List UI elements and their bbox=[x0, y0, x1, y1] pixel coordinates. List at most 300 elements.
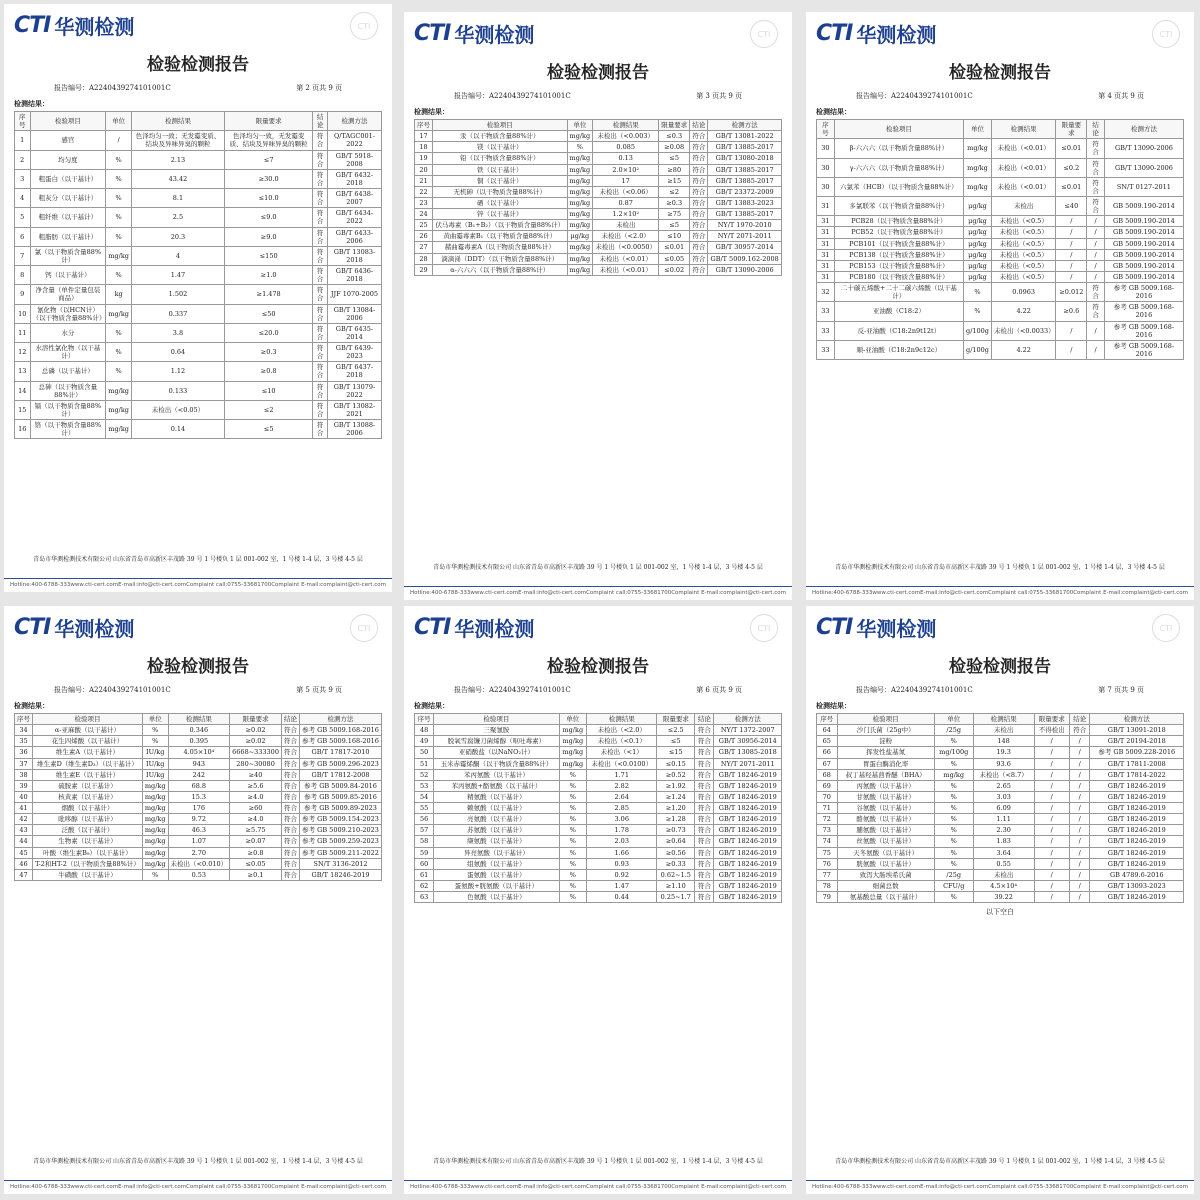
table-cell: PCB28（以干物质含量88%计） bbox=[834, 216, 963, 227]
column-header: 检测方法 bbox=[714, 714, 782, 725]
table-cell: 六氯苯（HCB）（以干物质含量88%计） bbox=[834, 177, 963, 196]
results-table bbox=[414, 119, 782, 276]
table-cell: 符合 bbox=[695, 803, 714, 814]
table-cell: 0.13 bbox=[593, 153, 659, 164]
page-title: 检验检测报告 bbox=[547, 63, 649, 83]
table-cell: 0.25~1.7 bbox=[657, 892, 695, 903]
table-cell: 41 bbox=[15, 803, 33, 814]
table-cell: 丝氨酸（以干基计） bbox=[837, 836, 934, 847]
table-cell: 参考 GB 5009.296-2023 bbox=[300, 758, 382, 769]
table-row bbox=[415, 747, 782, 758]
table-cell: / bbox=[1034, 780, 1069, 791]
table-cell: 61 bbox=[415, 869, 434, 880]
table-cell: % bbox=[934, 758, 973, 769]
table-cell: / bbox=[1056, 340, 1087, 359]
table-cell: % bbox=[934, 736, 973, 747]
logo-cn-text: 华测检测 bbox=[454, 22, 535, 47]
table-cell: / bbox=[1034, 847, 1069, 858]
table-cell: mg/kg bbox=[106, 400, 132, 419]
table-cell: mg/kg bbox=[567, 253, 593, 264]
table-cell: g/100g bbox=[964, 340, 992, 359]
table-cell: 0.87 bbox=[593, 197, 659, 208]
table-cell: 46.3 bbox=[168, 825, 230, 836]
logo-cn-text: 华测检测 bbox=[856, 616, 937, 641]
table-cell: 感官 bbox=[30, 131, 106, 150]
table-cell: / bbox=[1069, 825, 1090, 836]
table-row bbox=[817, 858, 1184, 869]
table-cell: / bbox=[1087, 260, 1105, 271]
table-row bbox=[415, 220, 782, 231]
cti-logo bbox=[14, 10, 382, 40]
email-link[interactable]: E-mail:info@cti-cert.com bbox=[920, 590, 989, 596]
table-cell: 沙门氏菌（25g中） bbox=[837, 725, 934, 736]
table-cell: 符合 bbox=[695, 825, 714, 836]
table-cell: 黄曲霉毒素B₁（以干物质含量88%计） bbox=[433, 231, 567, 242]
table-cell: ≥0.8 bbox=[224, 362, 312, 381]
table-cell: ≤0.01 bbox=[1056, 139, 1087, 158]
table-cell: 精氨酸（以干基计） bbox=[434, 791, 559, 802]
table-cell: ≥0.6 bbox=[1056, 302, 1087, 321]
table-cell: 4.22 bbox=[991, 302, 1055, 321]
table-cell: 0.64 bbox=[131, 343, 224, 362]
table-cell: 亚油酸（C18:2） bbox=[834, 302, 963, 321]
table-cell: ≥5.75 bbox=[230, 825, 282, 836]
results-table bbox=[14, 111, 382, 439]
complaint-email-link[interactable]: Complaint E-mail:complaint@cti-cert.com bbox=[271, 1184, 386, 1190]
table-cell: mg/100g bbox=[934, 747, 973, 758]
table-cell: 氨基酸总量（以干基计） bbox=[837, 892, 934, 903]
page-number: 第 4 页共 9 页 bbox=[1098, 92, 1144, 100]
table-cell: / bbox=[1087, 340, 1105, 359]
table-cell: 镁（以干基计） bbox=[433, 142, 567, 153]
table-cell: ≤10 bbox=[659, 231, 690, 242]
section-label: 检测结果： bbox=[14, 100, 49, 108]
table-cell: 未检出（<0.01） bbox=[991, 177, 1055, 196]
table-cell: GB/T 6432-2018 bbox=[327, 169, 381, 188]
table-cell: 23 bbox=[415, 197, 433, 208]
table-row bbox=[415, 836, 782, 847]
table-cell: GB/T 18246-2019 bbox=[714, 780, 782, 791]
table-row bbox=[15, 208, 382, 227]
table-cell: % bbox=[559, 780, 586, 791]
table-cell: 水分 bbox=[30, 323, 106, 342]
table-cell: /25g bbox=[934, 869, 973, 880]
results-table bbox=[414, 713, 782, 903]
table-row bbox=[817, 177, 1184, 196]
table-cell: 27 bbox=[415, 242, 433, 253]
table-cell: 0.44 bbox=[587, 892, 657, 903]
report-number: 报告编号：A2240439274101001C bbox=[54, 84, 171, 92]
table-cell: T-2和HT-2（以干物质含量88%计） bbox=[33, 858, 143, 869]
table-cell: 锌（以干基计） bbox=[433, 209, 567, 220]
table-cell: ≥1.478 bbox=[224, 285, 312, 304]
table-cell: mg/kg bbox=[567, 220, 593, 231]
table-cell: 符合 bbox=[695, 747, 714, 758]
table-cell: 31 bbox=[817, 260, 835, 271]
table-row bbox=[817, 892, 1184, 903]
column-header: 检测结果 bbox=[168, 714, 230, 725]
table-cell: GB/T 13883-2023 bbox=[708, 197, 782, 208]
table-cell: 21 bbox=[415, 175, 433, 186]
cti-logo bbox=[14, 612, 382, 642]
table-row bbox=[415, 253, 782, 264]
table-row bbox=[415, 142, 782, 153]
table-cell: GB/T 17811-2008 bbox=[1090, 758, 1184, 769]
section-label: 检测结果： bbox=[414, 702, 449, 710]
table-cell: mg/kg bbox=[142, 858, 168, 869]
table-cell: 镉（以干物质含量88%计） bbox=[30, 400, 106, 419]
table-cell: % bbox=[934, 814, 973, 825]
table-row bbox=[15, 791, 382, 802]
table-cell: 符合 bbox=[695, 814, 714, 825]
website-link[interactable]: www.cti-cert.com bbox=[872, 1184, 921, 1190]
table-cell: 2.64 bbox=[587, 791, 657, 802]
table-cell: 粗蛋白（以干基计） bbox=[30, 169, 106, 188]
table-cell: 0.14 bbox=[131, 420, 224, 439]
table-cell: 符合 bbox=[282, 780, 300, 791]
table-cell: 氰化物（以HCN计）（以干物质含量88%计） bbox=[30, 304, 106, 323]
table-row bbox=[817, 791, 1184, 802]
column-header: 结论 bbox=[695, 714, 714, 725]
table-cell: ≥1.10 bbox=[657, 880, 695, 891]
table-cell: % bbox=[559, 814, 586, 825]
table-cell: GB/T 6439-2023 bbox=[327, 343, 381, 362]
company-address: 青岛市华测检测技术有限公司 山东省青岛市高新区丰茂路 39 号 1 号楼负 1 层 001-002 室，1 号楼 1-4 层，3 号楼 4-5 层 bbox=[433, 1157, 763, 1165]
table-cell: 致泻大肠埃希氏菌 bbox=[837, 869, 934, 880]
column-header: 检测方法 bbox=[300, 714, 382, 725]
table-cell: / bbox=[1034, 892, 1069, 903]
table-cell: 粗纤维（以干基计） bbox=[30, 208, 106, 227]
table-cell: 参考 GB 5009.168-2016 bbox=[1104, 340, 1183, 359]
table-cell: GB/T 17817-2010 bbox=[300, 747, 382, 758]
table-cell: 脱氧雪腐镰刀菌烯醇（呕吐毒素） bbox=[434, 736, 559, 747]
table-cell: μg/kg bbox=[964, 260, 992, 271]
table-cell: GB/T 18246-2019 bbox=[1090, 858, 1184, 869]
table-cell: 丙氨酸（以干基计） bbox=[837, 780, 934, 791]
table-cell: ≤2 bbox=[224, 400, 312, 419]
table-cell: 符合 bbox=[313, 246, 328, 265]
table-cell: GB/T 18246-2019 bbox=[714, 892, 782, 903]
email-link[interactable]: E-mail:info@cti-cert.com bbox=[920, 1184, 989, 1190]
website-link[interactable]: www.cti-cert.com bbox=[70, 582, 119, 588]
table-cell: α-亚麻酸（以干基计） bbox=[33, 725, 143, 736]
website-link[interactable]: www.cti-cert.com bbox=[470, 590, 519, 596]
table-row bbox=[15, 780, 382, 791]
table-cell: 74 bbox=[817, 836, 838, 847]
table-cell: ≥1.28 bbox=[657, 814, 695, 825]
page-title: 检验检测报告 bbox=[949, 657, 1051, 677]
table-cell: 1.2×10² bbox=[593, 209, 659, 220]
table-cell: GB/T 13084-2006 bbox=[327, 304, 381, 323]
report-number: 报告编号：A2240439274101001C bbox=[54, 686, 171, 694]
hotline-text: Hotline:400-6788-333 bbox=[410, 590, 471, 596]
table-cell: 符合 bbox=[695, 836, 714, 847]
table-cell: 2.5 bbox=[131, 208, 224, 227]
table-cell: mg/kg bbox=[567, 242, 593, 253]
table-cell: % bbox=[142, 736, 168, 747]
table-cell: / bbox=[1034, 769, 1069, 780]
table-cell: 25 bbox=[415, 220, 433, 231]
table-cell: 30 bbox=[817, 177, 835, 196]
table-cell: GB/T 30957-2014 bbox=[708, 242, 782, 253]
table-cell: GB 5009.190-2014 bbox=[1104, 227, 1183, 238]
table-cell: GB/T 18246-2019 bbox=[1090, 814, 1184, 825]
table-cell: μg/kg bbox=[964, 197, 992, 216]
table-cell: 生物素（以干基计） bbox=[33, 836, 143, 847]
table-cell: 符合 bbox=[1087, 283, 1105, 302]
table-cell: / bbox=[1087, 216, 1105, 227]
table-cell: ≥1.0 bbox=[224, 266, 312, 285]
table-cell: % bbox=[106, 150, 132, 169]
table-cell: GB/T 18246-2019 bbox=[1090, 847, 1184, 858]
table-cell: 2.30 bbox=[973, 825, 1034, 836]
email-link[interactable]: E-mail:info@cti-cert.com bbox=[518, 1184, 587, 1190]
table-cell: 天冬氨酸（以干基计） bbox=[837, 847, 934, 858]
report-meta bbox=[14, 83, 382, 93]
table-cell: 未检出（<2.0） bbox=[593, 231, 659, 242]
table-cell: / bbox=[1069, 847, 1090, 858]
complaint-call: Complaint call:0755-33681700 bbox=[186, 582, 272, 588]
table-cell: ≥0.52 bbox=[657, 769, 695, 780]
complaint-email-link[interactable]: Complaint E-mail:complaint@cti-cert.com bbox=[671, 1184, 786, 1190]
table-cell: / bbox=[106, 131, 132, 150]
table-cell: 9.72 bbox=[168, 814, 230, 825]
table-cell: GB/T 13885-2017 bbox=[708, 175, 782, 186]
table-cell: 93.6 bbox=[973, 758, 1034, 769]
complaint-email-link[interactable]: Complaint E-mail:complaint@cti-cert.com bbox=[271, 582, 386, 588]
table-cell: GB/T 6434-2022 bbox=[327, 208, 381, 227]
section-label: 检测结果： bbox=[816, 702, 851, 710]
table-cell: 符合 bbox=[695, 725, 714, 736]
hotline-text: Hotline:400-6788-333 bbox=[410, 1184, 471, 1190]
table-cell: 胱氨酸（以干基计） bbox=[837, 858, 934, 869]
column-header: 限量要求 bbox=[1056, 120, 1087, 139]
table-cell: GB/T 18246-2019 bbox=[1090, 836, 1184, 847]
table-cell: 泛酸（以干基计） bbox=[33, 825, 143, 836]
table-cell: 2.70 bbox=[168, 847, 230, 858]
table-cell: 吡哆醇（以干基计） bbox=[33, 814, 143, 825]
table-cell: ≤0.15 bbox=[657, 758, 695, 769]
table-cell: 59 bbox=[415, 847, 434, 858]
table-cell: 符合 bbox=[1087, 177, 1105, 196]
column-header: 检验项目 bbox=[30, 112, 106, 131]
table-row bbox=[817, 321, 1184, 340]
website-link[interactable]: www.cti-cert.com bbox=[872, 590, 921, 596]
table-cell: 符合 bbox=[282, 725, 300, 736]
table-cell: 赖氨酸（以干基计） bbox=[434, 803, 559, 814]
table-cell: mg/kg bbox=[964, 177, 992, 196]
table-cell: ≤2 bbox=[659, 186, 690, 197]
table-cell: 31 bbox=[817, 271, 835, 282]
table-cell: 未检出（<2.0） bbox=[587, 725, 657, 736]
table-cell: 未检出 bbox=[991, 197, 1055, 216]
table-cell: GB/T 13090-2006 bbox=[708, 264, 782, 275]
complaint-email-link[interactable]: Complaint E-mail:complaint@cti-cert.com bbox=[671, 590, 786, 596]
table-row bbox=[415, 164, 782, 175]
page-number: 第 5 页共 9 页 bbox=[296, 686, 342, 694]
logo-cn-text: 华测检测 bbox=[856, 22, 937, 47]
table-row bbox=[15, 169, 382, 188]
table-cell: 未检出 bbox=[973, 725, 1034, 736]
table-cell: 26 bbox=[415, 231, 433, 242]
table-cell: GB 5009.190-2014 bbox=[1104, 260, 1183, 271]
website-link[interactable]: www.cti-cert.com bbox=[470, 1184, 519, 1190]
table-cell: 60 bbox=[415, 858, 434, 869]
table-cell: 铅（以干物质含量88%计） bbox=[433, 153, 567, 164]
table-cell: 符合 bbox=[695, 736, 714, 747]
table-cell: mg/kg bbox=[934, 769, 973, 780]
table-cell: / bbox=[1034, 825, 1069, 836]
table-cell: / bbox=[1069, 803, 1090, 814]
table-cell: 31 bbox=[817, 238, 835, 249]
page-number: 第 7 页共 9 页 bbox=[1098, 686, 1144, 694]
table-cell: 1.78 bbox=[587, 825, 657, 836]
column-header: 检测方法 bbox=[1090, 714, 1184, 725]
table-row bbox=[817, 847, 1184, 858]
table-cell: 符合 bbox=[690, 253, 708, 264]
table-cell: ≥0.08 bbox=[659, 142, 690, 153]
table-cell: 8.1 bbox=[131, 189, 224, 208]
table-row bbox=[415, 814, 782, 825]
table-cell: 34 bbox=[15, 725, 33, 736]
table-cell: 未检出（<8.7） bbox=[973, 769, 1034, 780]
table-cell: mg/kg bbox=[964, 158, 992, 177]
table-cell: 77 bbox=[817, 869, 838, 880]
table-row bbox=[15, 836, 382, 847]
email-link[interactable]: E-mail:info@cti-cert.com bbox=[518, 590, 587, 596]
table-cell: 4.5×10⁴ bbox=[973, 880, 1034, 891]
table-cell: 总砷（以干物质含量88%计） bbox=[30, 381, 106, 400]
table-cell: 未检出（<0.0100） bbox=[587, 758, 657, 769]
website-link[interactable]: www.cti-cert.com bbox=[70, 1184, 119, 1190]
table-cell: 2 bbox=[15, 150, 31, 169]
table-row bbox=[15, 420, 382, 439]
table-cell: ≤40 bbox=[1056, 197, 1087, 216]
report-page bbox=[806, 606, 1194, 1194]
page-title: 检验检测报告 bbox=[547, 657, 649, 677]
table-cell: GB/T 18246-2019 bbox=[1090, 892, 1184, 903]
table-cell: 汞（以干物质含量88%计） bbox=[433, 131, 567, 142]
complaint-email-link[interactable]: Complaint E-mail:complaint@cti-cert.com bbox=[1073, 1184, 1188, 1190]
table-row bbox=[415, 186, 782, 197]
table-cell: GB 5009.190-2014 bbox=[1104, 216, 1183, 227]
company-address: 青岛市华测检测技术有限公司 山东省青岛市高新区丰茂路 39 号 1 号楼负 1 层 001-002 室，1 号楼 1-4 层，3 号楼 4-5 层 bbox=[33, 555, 363, 563]
table-cell: 未检出（<0.01） bbox=[991, 139, 1055, 158]
complaint-email-link[interactable]: Complaint E-mail:complaint@cti-cert.com bbox=[1073, 590, 1188, 596]
table-cell: GB/T 18246-2019 bbox=[714, 825, 782, 836]
report-page bbox=[4, 606, 392, 1194]
table-cell: GB/T 18246-2019 bbox=[714, 869, 782, 880]
table-cell: g/100g bbox=[964, 321, 992, 340]
table-row bbox=[415, 242, 782, 253]
table-cell: IU/kg bbox=[142, 769, 168, 780]
table-cell: 31 bbox=[817, 227, 835, 238]
table-cell: 符合 bbox=[282, 825, 300, 836]
table-cell: GB/T 23372-2009 bbox=[708, 186, 782, 197]
table-cell: ≤10 bbox=[224, 381, 312, 400]
table-cell: 三聚氰胺 bbox=[434, 725, 559, 736]
column-header: 检测结果 bbox=[587, 714, 657, 725]
watermark-stamp: CTI bbox=[750, 614, 778, 642]
table-cell: 符合 bbox=[690, 209, 708, 220]
table-row bbox=[817, 260, 1184, 271]
table-cell: ≤5 bbox=[224, 420, 312, 439]
column-header: 序号 bbox=[415, 120, 433, 131]
table-cell: ≤7 bbox=[224, 150, 312, 169]
column-header: 单位 bbox=[964, 120, 992, 139]
table-cell: ≤0.05 bbox=[659, 253, 690, 264]
table-cell: ≥0.64 bbox=[657, 836, 695, 847]
table-row bbox=[415, 825, 782, 836]
table-cell: % bbox=[559, 791, 586, 802]
table-cell: 淀粉 bbox=[837, 736, 934, 747]
report-number: 报告编号：A2240439274101001C bbox=[454, 686, 571, 694]
table-cell: / bbox=[1034, 858, 1069, 869]
table-cell: SN/T 3136-2012 bbox=[300, 858, 382, 869]
column-header: 序号 bbox=[817, 120, 835, 139]
table-cell: μg/kg bbox=[964, 216, 992, 227]
table-cell: 43.42 bbox=[131, 169, 224, 188]
table-cell: ≥0.3 bbox=[224, 343, 312, 362]
table-cell: mg/kg bbox=[142, 825, 168, 836]
table-cell: GB/T 30956-2014 bbox=[714, 736, 782, 747]
contact-bar bbox=[4, 578, 392, 588]
table-cell: 71 bbox=[817, 803, 838, 814]
table-cell: 未检出（<0.5） bbox=[991, 271, 1055, 282]
table-cell: 56 bbox=[415, 814, 434, 825]
table-cell: 滴滴涕（DDT）（以干物质含量88%计） bbox=[433, 253, 567, 264]
report-page bbox=[4, 4, 392, 592]
table-cell: ≤9.0 bbox=[224, 208, 312, 227]
table-cell: 水溶性氯化物（以干基计） bbox=[30, 343, 106, 362]
table-cell: 缬氨酸（以干基计） bbox=[434, 836, 559, 847]
table-cell: GB/T 13085-2018 bbox=[714, 747, 782, 758]
table-cell: 12 bbox=[15, 343, 31, 362]
table-cell: 57 bbox=[415, 825, 434, 836]
table-cell: % bbox=[142, 869, 168, 880]
table-cell: % bbox=[559, 869, 586, 880]
table-cell: GB/T 6438-2007 bbox=[327, 189, 381, 208]
table-cell: 52 bbox=[415, 769, 434, 780]
email-link[interactable]: E-mail:info@cti-cert.com bbox=[118, 582, 187, 588]
table-cell: 符合 bbox=[1069, 725, 1090, 736]
table-cell: 符合 bbox=[313, 285, 328, 304]
table-cell: 1.66 bbox=[587, 847, 657, 858]
table-cell: 铁（以干基计） bbox=[433, 164, 567, 175]
table-cell: / bbox=[1034, 836, 1069, 847]
column-header: 限量要求 bbox=[224, 112, 312, 131]
table-cell: NY/T 1970-2010 bbox=[708, 220, 782, 231]
table-cell: μg/kg bbox=[964, 227, 992, 238]
page-title: 检验检测报告 bbox=[949, 63, 1051, 83]
table-cell: GB/T 13885-2017 bbox=[708, 142, 782, 153]
table-cell: 19 bbox=[415, 153, 433, 164]
table-cell: 符合 bbox=[313, 189, 328, 208]
table-cell: ≥1.92 bbox=[657, 780, 695, 791]
table-cell: 19.3 bbox=[973, 747, 1034, 758]
table-cell: 符合 bbox=[1087, 197, 1105, 216]
table-cell: % bbox=[106, 343, 132, 362]
table-cell: 符合 bbox=[695, 858, 714, 869]
table-cell: 58 bbox=[415, 836, 434, 847]
table-cell: 叔丁基羟基茴香醚（BHA） bbox=[837, 769, 934, 780]
table-cell: % bbox=[559, 858, 586, 869]
email-link[interactable]: E-mail:info@cti-cert.com bbox=[118, 1184, 187, 1190]
table-cell: 32 bbox=[817, 283, 835, 302]
table-cell: PCB52（以干物质含量88%计） bbox=[834, 227, 963, 238]
table-row bbox=[15, 803, 382, 814]
table-cell: 4 bbox=[15, 189, 31, 208]
